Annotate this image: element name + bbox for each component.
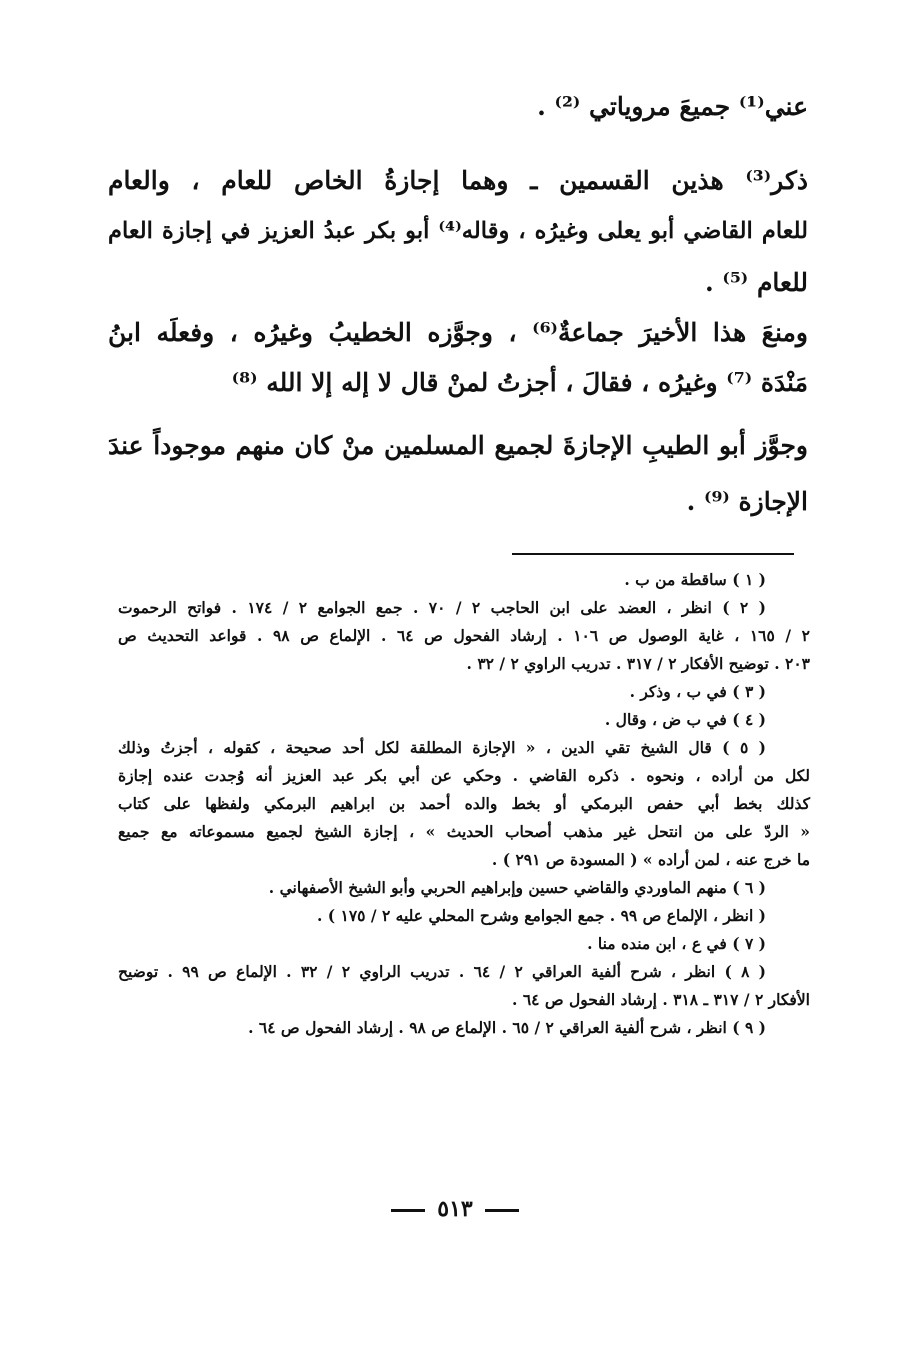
dash-left [485, 1209, 519, 1212]
footnote-line: ( ٨ ) انظر ، شرح ألفية العراقي ٢ / ٦٤ . تدريب الراوي ٢ / ٣٢ . الإلماع ص ٩٩ . توضيح [118, 962, 767, 981]
text-line: للعام ⁽⁵⁾ . [704, 268, 808, 297]
paragraph-3 [108, 308, 808, 408]
text-line: عني⁽¹⁾ جميعَ مروياتي ⁽²⁾ . [537, 92, 808, 121]
text-line: ذكر⁽³⁾ هذين القسمين ـ وهما إجازةُ الخاص للعام ، والعام [108, 166, 808, 195]
footnote-line: كذلك بخط أبي حفص البرمكي أو بخط والده أحمد بن ابراهيم البرمكي ولفظها على كتاب [118, 794, 810, 813]
paragraph-4 [108, 418, 808, 530]
footnote-line: الأفكار ٢ / ٣١٧ ـ ٣١٨ . إرشاد الفحول ص ٦٤ . [512, 990, 810, 1009]
footnote-line: ( ٧ ) في ع ، ابن منده منا . [587, 934, 766, 953]
footnote-line: ( ٦ ) منهم الماوردي والقاضي حسين وإبراهيم الحربي وأبو الشيخ الأصفهاني . [268, 878, 766, 897]
dash-right [391, 1209, 425, 1212]
text-line: الإجازة ⁽⁹⁾ . [686, 487, 808, 516]
footnotes [118, 566, 810, 1042]
footnote-line: ( ٤ ) في ب ض ، وقال . [604, 710, 766, 729]
paragraph-1 [108, 92, 808, 122]
page-number-row [0, 1196, 910, 1222]
footnote-line: ٢٠٣ . توضيح الأفكار ٢ / ٣١٧ . تدريب الراوي ٢ / ٣٢ . [466, 654, 810, 673]
footnote-separator [512, 553, 794, 555]
footnote-line: ٢ / ١٦٥ ، غاية الوصول ص ١٠٦ . إرشاد الفحول ص ٦٤ . الإلماع ص ٩٨ . قواعد التحديث ص [118, 626, 810, 645]
text-line: مَنْدَة ⁽⁷⁾ وغيرُه ، فقالَ ، أجزتُ لمنْ قال لا إله إلا الله ⁽⁸⁾ [231, 368, 808, 397]
footnote-line: ( ٥ ) قال الشيخ تقي الدين ، « الإجازة المطلقة لكل أحد صحيحة ، كقوله ، أجزتُ وذلك [118, 738, 767, 757]
text-line: وجوَّز أبو الطيبِ الإجازةَ لجميع المسلمين منْ كان منهم موجوداً عندَ [108, 431, 808, 460]
footnote-line: لكل من أراده ، ونحوه . ذكره القاضي . وحكي عن أبي بكر عبد العزيز أنه وُجدت عنده إجازة [118, 766, 810, 785]
text-line: ومنعَ هذا الأخيرَ جماعةٌ⁽⁶⁾ ، وجوَّزه الخطيبُ وغيرُه ، وفعلَه ابنُ [108, 318, 808, 347]
page-number: ٥١٣ [437, 1196, 473, 1222]
footnote-line: ( ٣ ) في ب ، وذكر . [629, 682, 766, 701]
footnote-line: ( ٢ ) انظر ، العضد على ابن الحاجب ٢ / ٧٠ . جمع الجوامع ٢ / ١٧٤ . فواتح الرحموت [118, 598, 766, 617]
paragraph-2 [108, 155, 808, 308]
footnote-line: ( ٩ ) انظر ، شرح ألفية العراقي ٢ / ٦٥ . الإلماع ص ٩٨ . إرشاد الفحول ص ٦٤ . [248, 1018, 766, 1037]
text-line: للعام القاضي أبو يعلى وغيرُه ، وقاله⁽⁴⁾ أبو بكر عبدُ العزيز في إجازة العام [108, 218, 808, 244]
footnote-line: « الردّ على من انتحل غير مذهب أصحاب الحديث » ، إجازة الشيخ لجميع مسموعاته مع جميع [118, 822, 810, 841]
footnote-line: ( ١ ) ساقطة من ب . [624, 570, 766, 589]
footnote-line: ما خرج عنه ، لمن أراده » ( المسودة ص ٢٩١ ) . [491, 850, 810, 869]
footnote-line: ( انظر ، الإلماع ص ٩٩ . جمع الجوامع وشرح المحلي عليه ٢ / ١٧٥ ) . [316, 906, 766, 925]
